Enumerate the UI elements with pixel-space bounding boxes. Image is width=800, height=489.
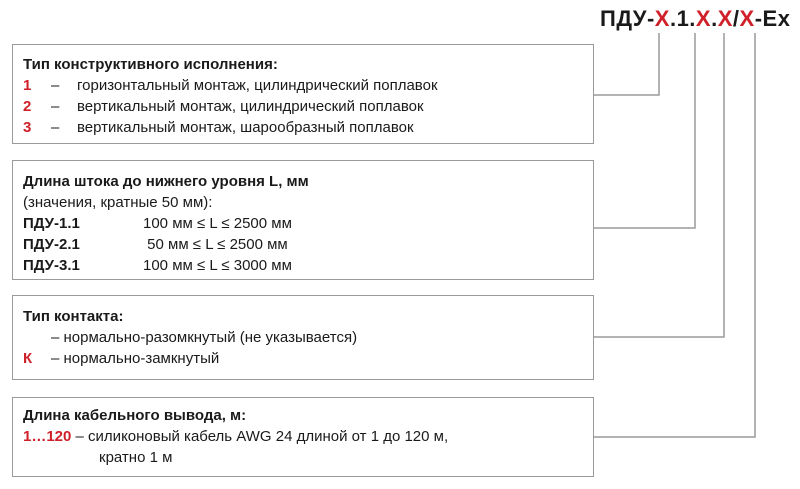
length-range: 100 мм ≤ L ≤ 3000 мм [143, 257, 292, 274]
code-param-length: X [695, 6, 712, 31]
rod-length-note: (значения, кратные 50 мм): [23, 194, 213, 211]
design-type-box [12, 44, 594, 144]
code-param-cable: X [739, 6, 755, 31]
code-prefix: ПДУ- [600, 6, 655, 31]
connector-design [594, 33, 659, 95]
length-range: 50 мм ≤ L ≤ 2500 мм [143, 236, 288, 253]
design-text: горизонтальный монтаж, цилиндрический поплавок [77, 77, 438, 94]
cable-length-item-cont: кратно 1 м [99, 449, 173, 466]
contact-type-item [23, 348, 583, 369]
cable-length-box [12, 397, 594, 477]
design-code: 1 [23, 77, 32, 94]
cable-length-title: Длина кабельного вывода, м: [23, 407, 247, 424]
model-name: ПДУ-3.1 [23, 257, 80, 274]
cable-text: – силиконовый кабель AWG 24 длиной от 1 до 120 м, [71, 428, 449, 445]
model-name: ПДУ-2.1 [23, 236, 80, 253]
design-type-title: Тип конструктивного исполнения: [23, 56, 278, 73]
design-dash: – [51, 98, 60, 115]
cable-code: 1…120 [23, 428, 72, 445]
contact-type-title: Тип контакта: [23, 308, 124, 325]
design-type-item [23, 96, 583, 117]
design-dash: – [51, 77, 60, 94]
design-type-item [23, 117, 583, 138]
connector-cable [594, 33, 755, 437]
rod-length-item [23, 234, 583, 255]
rod-length-title: Длина штока до нижнего уровня L, мм [23, 173, 309, 190]
code-param-design: X [654, 6, 670, 31]
code-sep-3: / [732, 6, 740, 31]
model-name: ПДУ-1.1 [23, 215, 80, 232]
contact-text: – нормально-разомкнутый (не указывается) [51, 329, 358, 346]
contact-code: К [23, 350, 33, 367]
contact-text: – нормально-замкнутый [51, 350, 220, 367]
cable-length-item [23, 426, 583, 447]
contact-type-box [12, 295, 594, 380]
connector-length [594, 33, 695, 228]
code-suffix: -Ex [754, 6, 791, 31]
design-text: вертикальный монтаж, цилиндрический поплавок [77, 98, 424, 115]
rod-length-item [23, 213, 583, 234]
design-text: вертикальный монтаж, шарообразный поплавок [77, 119, 414, 136]
code-sep-2: . [711, 6, 718, 31]
length-range: 100 мм ≤ L ≤ 2500 мм [143, 215, 292, 232]
design-dash: – [51, 119, 60, 136]
contact-type-item [23, 327, 583, 348]
code-param-contact: X [717, 6, 733, 31]
rod-length-box [12, 160, 594, 280]
design-code: 3 [23, 119, 32, 136]
code-sep-1: .1. [669, 6, 696, 31]
design-code: 2 [23, 98, 32, 115]
design-type-item [23, 75, 583, 96]
rod-length-item [23, 255, 583, 276]
